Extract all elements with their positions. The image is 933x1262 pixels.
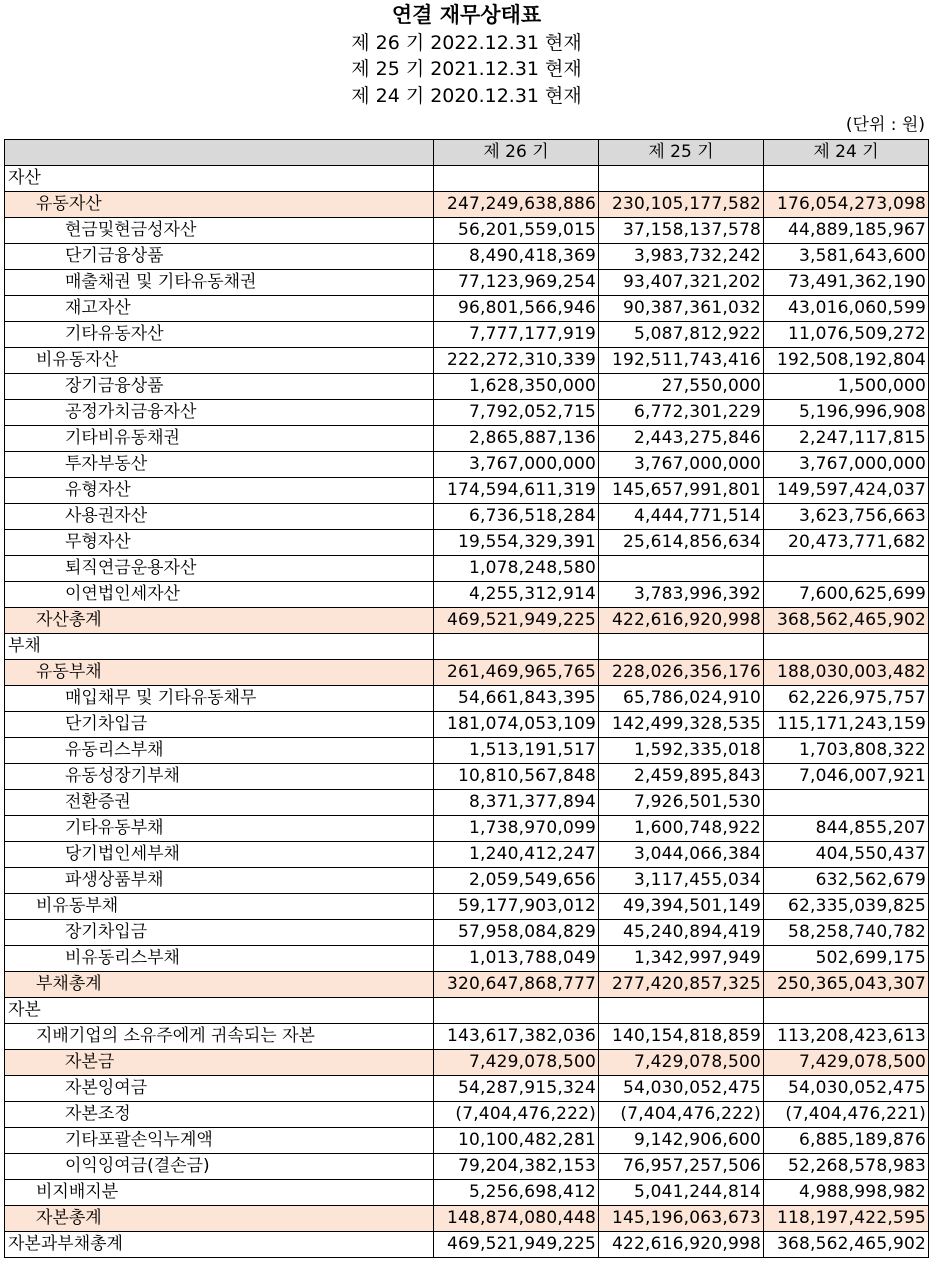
amount-cell: 261,469,965,765 [434,660,599,686]
header-period-24: 제 24 기 [764,140,929,166]
account-label: 장기차입금 [5,920,434,946]
amount-cell: 422,616,920,998 [599,1232,764,1258]
amount-cell: 1,738,970,099 [434,816,599,842]
amount-cell: 250,365,043,307 [764,972,929,998]
amount-cell: 2,459,895,843 [599,764,764,790]
table-row [5,764,929,790]
amount-cell: 59,177,903,012 [434,894,599,920]
table-row [5,634,929,660]
amount-cell: 2,443,275,846 [599,426,764,452]
account-label: 현금및현금성자산 [5,218,434,244]
amount-cell: 142,499,328,535 [599,712,764,738]
account-label: 파생상품부채 [5,868,434,894]
amount-cell: 188,030,003,482 [764,660,929,686]
table-row [5,244,929,270]
table-row [5,582,929,608]
account-label: 비유동부채 [5,894,434,920]
account-label: 비유동리스부채 [5,946,434,972]
amount-cell: 632,562,679 [764,868,929,894]
amount-cell: 54,030,052,475 [764,1076,929,1102]
header-account [5,140,434,166]
amount-cell: 368,562,465,902 [764,1232,929,1258]
table-row [5,920,929,946]
table-row [5,374,929,400]
amount-cell: 3,623,756,663 [764,504,929,530]
amount-cell: 228,026,356,176 [599,660,764,686]
amount-cell [764,166,929,192]
table-row [5,426,929,452]
amount-cell: 2,059,549,656 [434,868,599,894]
account-label: 자산총계 [5,608,434,634]
amount-cell: 6,736,518,284 [434,504,599,530]
table-row [5,608,929,634]
amount-cell: 3,783,996,392 [599,582,764,608]
table-row [5,400,929,426]
table-row [5,738,929,764]
table-row [5,816,929,842]
account-label: 자본총계 [5,1206,434,1232]
account-label: 퇴직연금운용자산 [5,556,434,582]
table-row [5,868,929,894]
table-row [5,192,929,218]
amount-cell: 79,204,382,153 [434,1154,599,1180]
table-row [5,348,929,374]
amount-cell: 181,074,053,109 [434,712,599,738]
amount-cell: 9,142,906,600 [599,1128,764,1154]
amount-cell: 11,076,509,272 [764,322,929,348]
account-label: 자본과부채총계 [5,1232,434,1258]
amount-cell: 115,171,243,159 [764,712,929,738]
amount-cell: 230,105,177,582 [599,192,764,218]
amount-cell: 54,030,052,475 [599,1076,764,1102]
table-row [5,660,929,686]
amount-cell: 3,767,000,000 [599,452,764,478]
table-row [5,1102,929,1128]
account-label: 기타비유동채권 [5,426,434,452]
amount-cell: 3,983,732,242 [599,244,764,270]
table-row [5,1050,929,1076]
table-row [5,972,929,998]
amount-cell: 1,592,335,018 [599,738,764,764]
table-row [5,894,929,920]
amount-cell [599,556,764,582]
table-row [5,998,929,1024]
amount-cell: 1,500,000 [764,374,929,400]
amount-cell: 174,594,611,319 [434,478,599,504]
amount-cell: 7,429,078,500 [434,1050,599,1076]
amount-cell: 3,767,000,000 [434,452,599,478]
amount-cell: 222,272,310,339 [434,348,599,374]
amount-cell: 90,387,361,032 [599,296,764,322]
amount-cell: 54,661,843,395 [434,686,599,712]
amount-cell: 143,617,382,036 [434,1024,599,1050]
account-label: 자본잉여금 [5,1076,434,1102]
amount-cell: 5,041,244,814 [599,1180,764,1206]
account-label: 기타유동부채 [5,816,434,842]
amount-cell: 57,958,084,829 [434,920,599,946]
amount-cell: 5,196,996,908 [764,400,929,426]
amount-cell: 2,865,887,136 [434,426,599,452]
table-row [5,1128,929,1154]
amount-cell: 7,046,007,921 [764,764,929,790]
amount-cell: 8,371,377,894 [434,790,599,816]
amount-cell [764,556,929,582]
table-row [5,1232,929,1258]
amount-cell: 93,407,321,202 [599,270,764,296]
amount-cell: 1,078,248,580 [434,556,599,582]
amount-cell: 277,420,857,325 [599,972,764,998]
table-row [5,270,929,296]
amount-cell: 469,521,949,225 [434,1232,599,1258]
amount-cell: 45,240,894,419 [599,920,764,946]
amount-cell: 7,600,625,699 [764,582,929,608]
account-label: 지배기업의 소유주에게 귀속되는 자본 [5,1024,434,1050]
amount-cell [599,998,764,1024]
amount-cell: 1,628,350,000 [434,374,599,400]
account-label: 매입채무 및 기타유동채무 [5,686,434,712]
amount-cell: 54,287,915,324 [434,1076,599,1102]
table-row [5,530,929,556]
account-label: 자본금 [5,1050,434,1076]
amount-cell: 118,197,422,595 [764,1206,929,1232]
account-label: 사용권자산 [5,504,434,530]
report-header [0,0,933,138]
amount-cell: 20,473,771,682 [764,530,929,556]
amount-cell: 56,201,559,015 [434,218,599,244]
account-label: 전환증권 [5,790,434,816]
amount-cell: 4,255,312,914 [434,582,599,608]
amount-cell: 37,158,137,578 [599,218,764,244]
table-row [5,1206,929,1232]
table-row [5,946,929,972]
amount-cell: 4,444,771,514 [599,504,764,530]
amount-cell: (7,404,476,222) [599,1102,764,1128]
account-label: 무형자산 [5,530,434,556]
amount-cell: 7,792,052,715 [434,400,599,426]
amount-cell: 3,581,643,600 [764,244,929,270]
account-label: 유형자산 [5,478,434,504]
amount-cell: (7,404,476,221) [764,1102,929,1128]
period-line-26: 제 26 기 2022.12.31 현재 [351,32,582,54]
amount-cell: 113,208,423,613 [764,1024,929,1050]
amount-cell: 192,511,743,416 [599,348,764,374]
amount-cell: 145,196,063,673 [599,1206,764,1232]
table-row [5,452,929,478]
amount-cell: 5,256,698,412 [434,1180,599,1206]
period-line-25: 제 25 기 2021.12.31 현재 [351,58,582,80]
amount-cell: 27,550,000 [599,374,764,400]
account-label: 자본조정 [5,1102,434,1128]
amount-cell: 844,855,207 [764,816,929,842]
account-label: 유동리스부채 [5,738,434,764]
amount-cell: 1,240,412,247 [434,842,599,868]
table-row [5,478,929,504]
account-label: 이익잉여금(결손금) [5,1154,434,1180]
amount-cell: (7,404,476,222) [434,1102,599,1128]
amount-cell: 3,044,066,384 [599,842,764,868]
account-label: 기타유동자산 [5,322,434,348]
amount-cell: 320,647,868,777 [434,972,599,998]
amount-cell: 76,957,257,506 [599,1154,764,1180]
account-label: 유동성장기부채 [5,764,434,790]
amount-cell: 7,777,177,919 [434,322,599,348]
amount-cell: 7,926,501,530 [599,790,764,816]
balance-sheet-table [4,139,929,1258]
amount-cell: 368,562,465,902 [764,608,929,634]
amount-cell: 7,429,078,500 [599,1050,764,1076]
account-label: 자본 [5,998,434,1024]
amount-cell [434,998,599,1024]
amount-cell: 6,772,301,229 [599,400,764,426]
amount-cell: 62,335,039,825 [764,894,929,920]
amount-cell: 49,394,501,149 [599,894,764,920]
amount-cell: 10,100,482,281 [434,1128,599,1154]
amount-cell: 247,249,638,886 [434,192,599,218]
account-label: 이연법인세자산 [5,582,434,608]
amount-cell: 4,988,998,982 [764,1180,929,1206]
amount-cell: 3,767,000,000 [764,452,929,478]
amount-cell: 6,885,189,876 [764,1128,929,1154]
amount-cell: 43,016,060,599 [764,296,929,322]
account-label: 비유동자산 [5,348,434,374]
account-label: 단기차입금 [5,712,434,738]
amount-cell: 52,268,578,983 [764,1154,929,1180]
amount-cell [764,998,929,1024]
amount-cell: 19,554,329,391 [434,530,599,556]
table-header-row [5,140,929,166]
amount-cell: 58,258,740,782 [764,920,929,946]
table-row [5,504,929,530]
amount-cell: 1,600,748,922 [599,816,764,842]
amount-cell: 404,550,437 [764,842,929,868]
amount-cell: 145,657,991,801 [599,478,764,504]
account-label: 유동자산 [5,192,434,218]
account-label: 비지배지분 [5,1180,434,1206]
amount-cell: 7,429,078,500 [764,1050,929,1076]
amount-cell: 469,521,949,225 [434,608,599,634]
amount-cell: 73,491,362,190 [764,270,929,296]
amount-cell: 65,786,024,910 [599,686,764,712]
account-label: 매출채권 및 기타유동채권 [5,270,434,296]
table-row [5,686,929,712]
account-label: 재고자산 [5,296,434,322]
amount-cell: 176,054,273,098 [764,192,929,218]
account-label: 부채 [5,634,434,660]
amount-cell [764,790,929,816]
account-label: 당기법인세부채 [5,842,434,868]
table-row [5,556,929,582]
amount-cell: 1,513,191,517 [434,738,599,764]
amount-cell: 8,490,418,369 [434,244,599,270]
table-row [5,1024,929,1050]
account-label: 자산 [5,166,434,192]
account-label: 유동부채 [5,660,434,686]
account-label: 부채총계 [5,972,434,998]
header-period-26: 제 26 기 [434,140,599,166]
report-title: 연결 재무상태표 [391,3,542,27]
table-row [5,296,929,322]
amount-cell: 44,889,185,967 [764,218,929,244]
amount-cell [764,634,929,660]
period-line-24: 제 24 기 2020.12.31 현재 [351,85,582,107]
table-body [5,166,929,1258]
amount-cell: 25,614,856,634 [599,530,764,556]
table-row [5,322,929,348]
amount-cell: 148,874,080,448 [434,1206,599,1232]
amount-cell: 149,597,424,037 [764,478,929,504]
account-label: 단기금융상품 [5,244,434,270]
account-label: 투자부동산 [5,452,434,478]
amount-cell: 62,226,975,757 [764,686,929,712]
account-label: 기타포괄손익누계액 [5,1128,434,1154]
amount-cell: 1,703,808,322 [764,738,929,764]
account-label: 장기금융상품 [5,374,434,400]
amount-cell: 192,508,192,804 [764,348,929,374]
header-period-25: 제 25 기 [599,140,764,166]
amount-cell [599,166,764,192]
amount-cell: 1,013,788,049 [434,946,599,972]
amount-cell: 3,117,455,034 [599,868,764,894]
account-label: 공정가치금융자산 [5,400,434,426]
table-row [5,1154,929,1180]
amount-cell: 77,123,969,254 [434,270,599,296]
table-row [5,166,929,192]
unit-label: (단위 : 원) [845,115,925,135]
table-row [5,790,929,816]
amount-cell: 502,699,175 [764,946,929,972]
table-row [5,1076,929,1102]
table-row [5,1180,929,1206]
amount-cell: 96,801,566,946 [434,296,599,322]
table-row [5,712,929,738]
amount-cell: 422,616,920,998 [599,608,764,634]
amount-cell [599,634,764,660]
amount-cell: 2,247,117,815 [764,426,929,452]
amount-cell: 10,810,567,848 [434,764,599,790]
amount-cell [434,166,599,192]
table-row [5,842,929,868]
amount-cell: 1,342,997,949 [599,946,764,972]
amount-cell: 140,154,818,859 [599,1024,764,1050]
amount-cell: 5,087,812,922 [599,322,764,348]
table-row [5,218,929,244]
amount-cell [434,634,599,660]
